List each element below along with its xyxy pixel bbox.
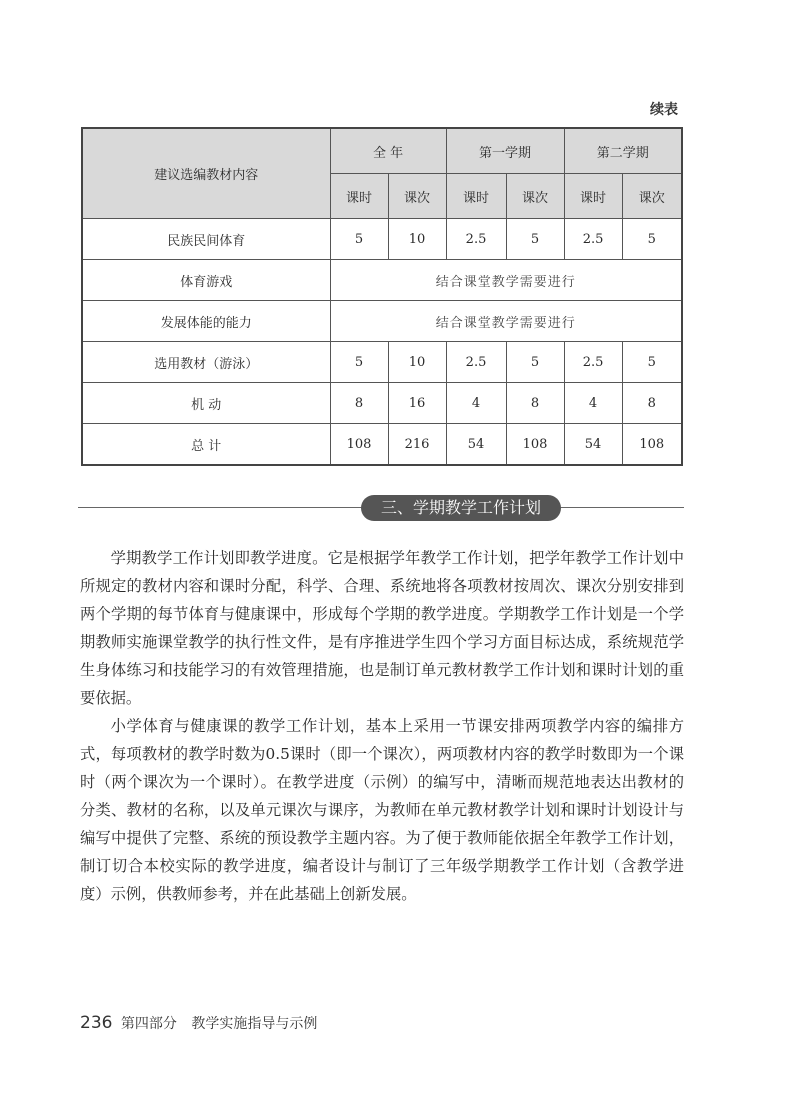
row-name: 体育游戏 — [82, 260, 330, 301]
table-cell: 5 — [330, 342, 388, 383]
table-cell: 8 — [622, 383, 682, 424]
table-cell: 5 — [506, 219, 564, 260]
table-row — [82, 342, 682, 383]
teaching-plan-table — [81, 127, 683, 466]
table-cell: 54 — [564, 424, 622, 466]
paragraph: 学期教学工作计划即教学进度。它是根据学年教学工作计划，把学年教学工作计划中所规定的教材内容和课时分配，科学、合理、系统地将各项教材按周次、课次分别安排到两个学期的每节体育与健康课中，形成每个学期的教学进度。学期教学工作计划是一个学期教师实施课堂教学的执行性文件，是有序推进学生四个学习方面目标达成，系统规范学生身体练习和技能学习的有效管理措施，也是制订单元教材教学工作计划和课时计划的重要依据。 — [80, 549, 684, 707]
table-cell: 16 — [388, 383, 446, 424]
footer-part: 第四部分 — [120, 1016, 177, 1032]
table-cell: 108 — [622, 424, 682, 466]
table-cell: 5 — [506, 342, 564, 383]
continued-table-label: 续表 — [650, 102, 678, 118]
table-cell: 8 — [506, 383, 564, 424]
table-cell: 4 — [446, 383, 506, 424]
section-heading — [78, 495, 684, 521]
subheader-cell: 课时 — [330, 174, 388, 219]
body-text — [80, 544, 684, 908]
subheader-cell: 课次 — [506, 174, 564, 219]
table-cell: 108 — [506, 424, 564, 466]
table-cell: 2.5 — [564, 219, 622, 260]
table-row — [82, 424, 682, 466]
section-title: 三、学期教学工作计划 — [361, 495, 561, 521]
table-cell: 2.5 — [564, 342, 622, 383]
paragraph: 小学体育与健康课的教学工作计划，基本上采用一节课安排两项教学内容的编排方式，每项教材的教学时数为0.5课时（即一个课次），两项教材内容的教学时数即为一个课时（两个课次为一个课时）。在教学进度（示例）的编写中，清晰而规范地表达出教材的分类、教材的名称，以及单元课次与课序，为教师在单元教材教学计划和课时计划设计与编写中提供了完整、系统的预设教学主题内容。为了便于教师能依据全年教学工作计划，制订切合本校实际的教学进度，编者设计与制订了三年级学期教学工作计划（含教学进度）示例，供教师参考，并在此基础上创新发展。 — [80, 717, 684, 903]
page-footer — [80, 1013, 317, 1033]
row-name: 选用教材（游泳） — [82, 342, 330, 383]
subheader-cell: 课次 — [388, 174, 446, 219]
footer-chapter: 教学实施指导与示例 — [191, 1016, 318, 1032]
header-content-cell: 建议选编教材内容 — [82, 128, 330, 219]
table-cell: 54 — [446, 424, 506, 466]
table-cell: 10 — [388, 342, 446, 383]
table-row — [82, 219, 682, 260]
table-row — [82, 301, 682, 342]
table-cell: 216 — [388, 424, 446, 466]
row-name: 民族民间体育 — [82, 219, 330, 260]
merged-cell: 结合课堂教学需要进行 — [330, 301, 682, 342]
row-name: 机 动 — [82, 383, 330, 424]
table-row — [82, 260, 682, 301]
table-cell: 2.5 — [446, 342, 506, 383]
table-cell: 108 — [330, 424, 388, 466]
row-name: 发展体能的能力 — [82, 301, 330, 342]
table-row — [82, 383, 682, 424]
table-cell: 4 — [564, 383, 622, 424]
table-cell: 5 — [622, 342, 682, 383]
header-second-semester: 第二学期 — [564, 128, 682, 174]
subheader-cell: 课次 — [622, 174, 682, 219]
table-cell: 5 — [330, 219, 388, 260]
subheader-cell: 课时 — [564, 174, 622, 219]
table-cell: 10 — [388, 219, 446, 260]
merged-cell: 结合课堂教学需要进行 — [330, 260, 682, 301]
row-name: 总 计 — [82, 424, 330, 466]
table-cell: 8 — [330, 383, 388, 424]
header-first-semester: 第一学期 — [446, 128, 564, 174]
header-full-year: 全 年 — [330, 128, 446, 174]
page-number: 236 — [80, 1013, 113, 1033]
table-cell: 5 — [622, 219, 682, 260]
table-cell: 2.5 — [446, 219, 506, 260]
subheader-cell: 课时 — [446, 174, 506, 219]
